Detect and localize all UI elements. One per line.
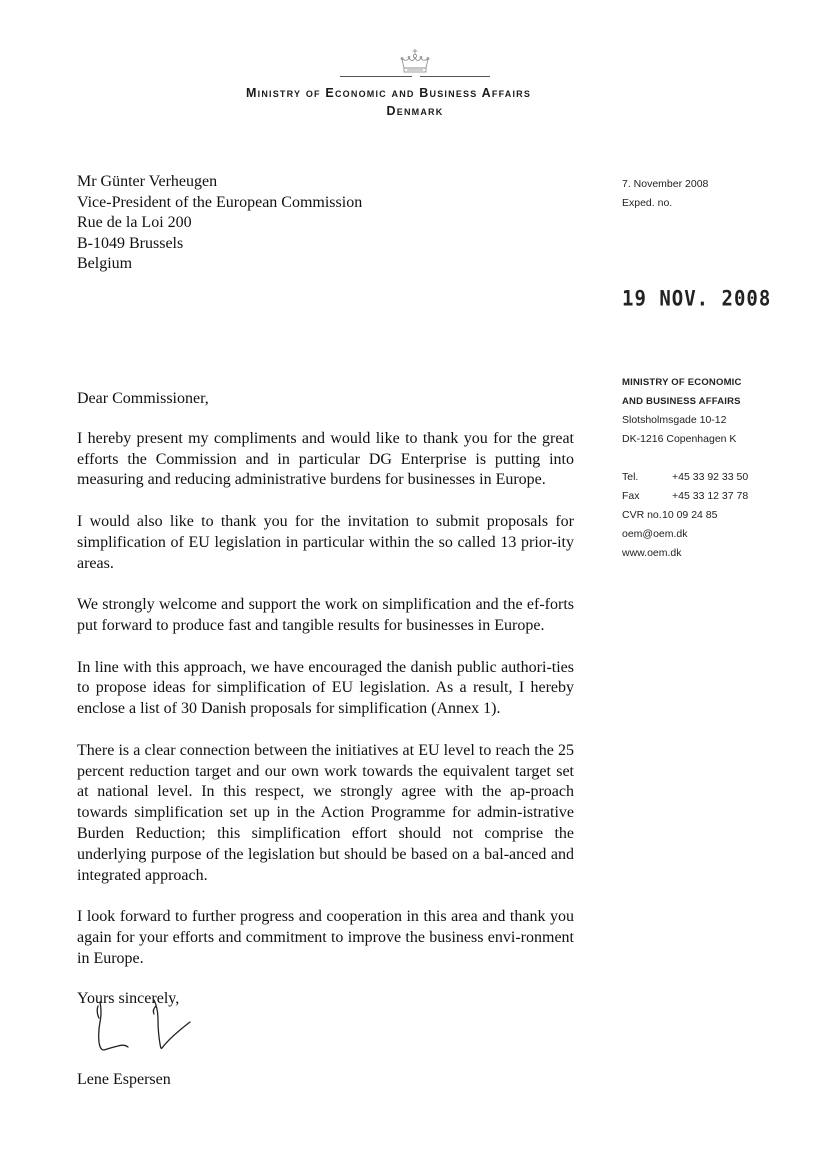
sender-org-line1: MINISTRY OF ECONOMIC [622, 377, 742, 388]
sender-city: DK-1216 Copenhagen K [622, 433, 737, 445]
handwritten-signature [88, 998, 208, 1068]
sender-street: Slotsholmsgade 10-12 [622, 414, 727, 426]
sender-fax [622, 487, 748, 506]
crown-emblem-icon [398, 48, 432, 76]
salutation: Dear Commissioner, [77, 390, 209, 407]
ministry-country: Denmark [386, 104, 444, 118]
sender-cvr [622, 506, 748, 525]
phone-label: Tel. [622, 471, 639, 483]
sender-website: www.oem.dk [622, 547, 682, 559]
recipient-name: Mr Günter Verheugen [77, 173, 218, 190]
fax-value: +45 33 12 37 78 [672, 490, 749, 502]
recipient-street: Rue de la Loi 200 [77, 214, 192, 231]
fax-label: Fax [622, 490, 640, 502]
sender-phone [622, 468, 748, 487]
cvr-value: 10 09 24 85 [662, 509, 718, 521]
signer-name: Lene Espersen [77, 1071, 171, 1088]
letterhead-rule-left [340, 76, 412, 77]
exped-number: Exped. no. [622, 197, 673, 209]
body-paragraph: I would also like to thank you for the invitation to submit proposals for simplification of EU legislation in particular within the so called 13 prior-ity areas. [77, 512, 574, 572]
sender-email: oem@oem.dk [622, 528, 688, 540]
letterhead-rule-right [420, 76, 490, 77]
recipient-country: Belgium [77, 255, 133, 272]
letter-date: 7. November 2008 [622, 178, 709, 190]
body-paragraph: I look forward to further progress and cooperation in this area and thank you again for your efforts and commitment to improve the business envi-ronment in Europe. [77, 908, 574, 967]
closing: Yours sincerely, [77, 990, 180, 1007]
received-date-stamp: 19 NOV. 2008 [622, 286, 772, 312]
recipient-title: Vice-President of the European Commission [77, 193, 363, 211]
body-paragraph: In line with this approach, we have encouraged the danish public authori-ties to propose ideas for simplification of EU legislation. As a result, I hereby enclose a list of 30 Danish proposals for simplification (Annex 1). [77, 658, 574, 718]
ministry-name: Ministry of Economic and Business Affairs [246, 86, 532, 100]
sender-contact-block [622, 373, 748, 563]
body-paragraph: We strongly welcome and support the work on simplification and the ef-forts put forward to produce fast and tangible results for businesses in Europe. [77, 596, 574, 634]
recipient-city: B-1049 Brussels [77, 234, 184, 252]
cvr-label: CVR no. [622, 509, 662, 521]
phone-value: +45 33 92 33 50 [672, 471, 749, 483]
recipient-address [77, 172, 362, 275]
body-paragraph: There is a clear connection between the initiatives at EU level to reach the 25 percent reduction target and our own work towards the equivalent target set at national level. In this respect, we strongly agree with the ap-proach towards simplification set up in the Action Programme for admin-istrative Burden Reduction; this simplification effort should not comprise the underlying purpose of the legislation but should be based on a bal-anced and integrated approach. [77, 741, 574, 884]
body-paragraph: I hereby present my compliments and would like to thank you for the great efforts the Commission and in particular DG Enterprise is putting into measuring and reducing administrative burdens for businesses in Europe. [77, 429, 574, 489]
sender-org-line2: AND BUSINESS AFFAIRS [622, 396, 741, 407]
letter-body [77, 389, 574, 990]
